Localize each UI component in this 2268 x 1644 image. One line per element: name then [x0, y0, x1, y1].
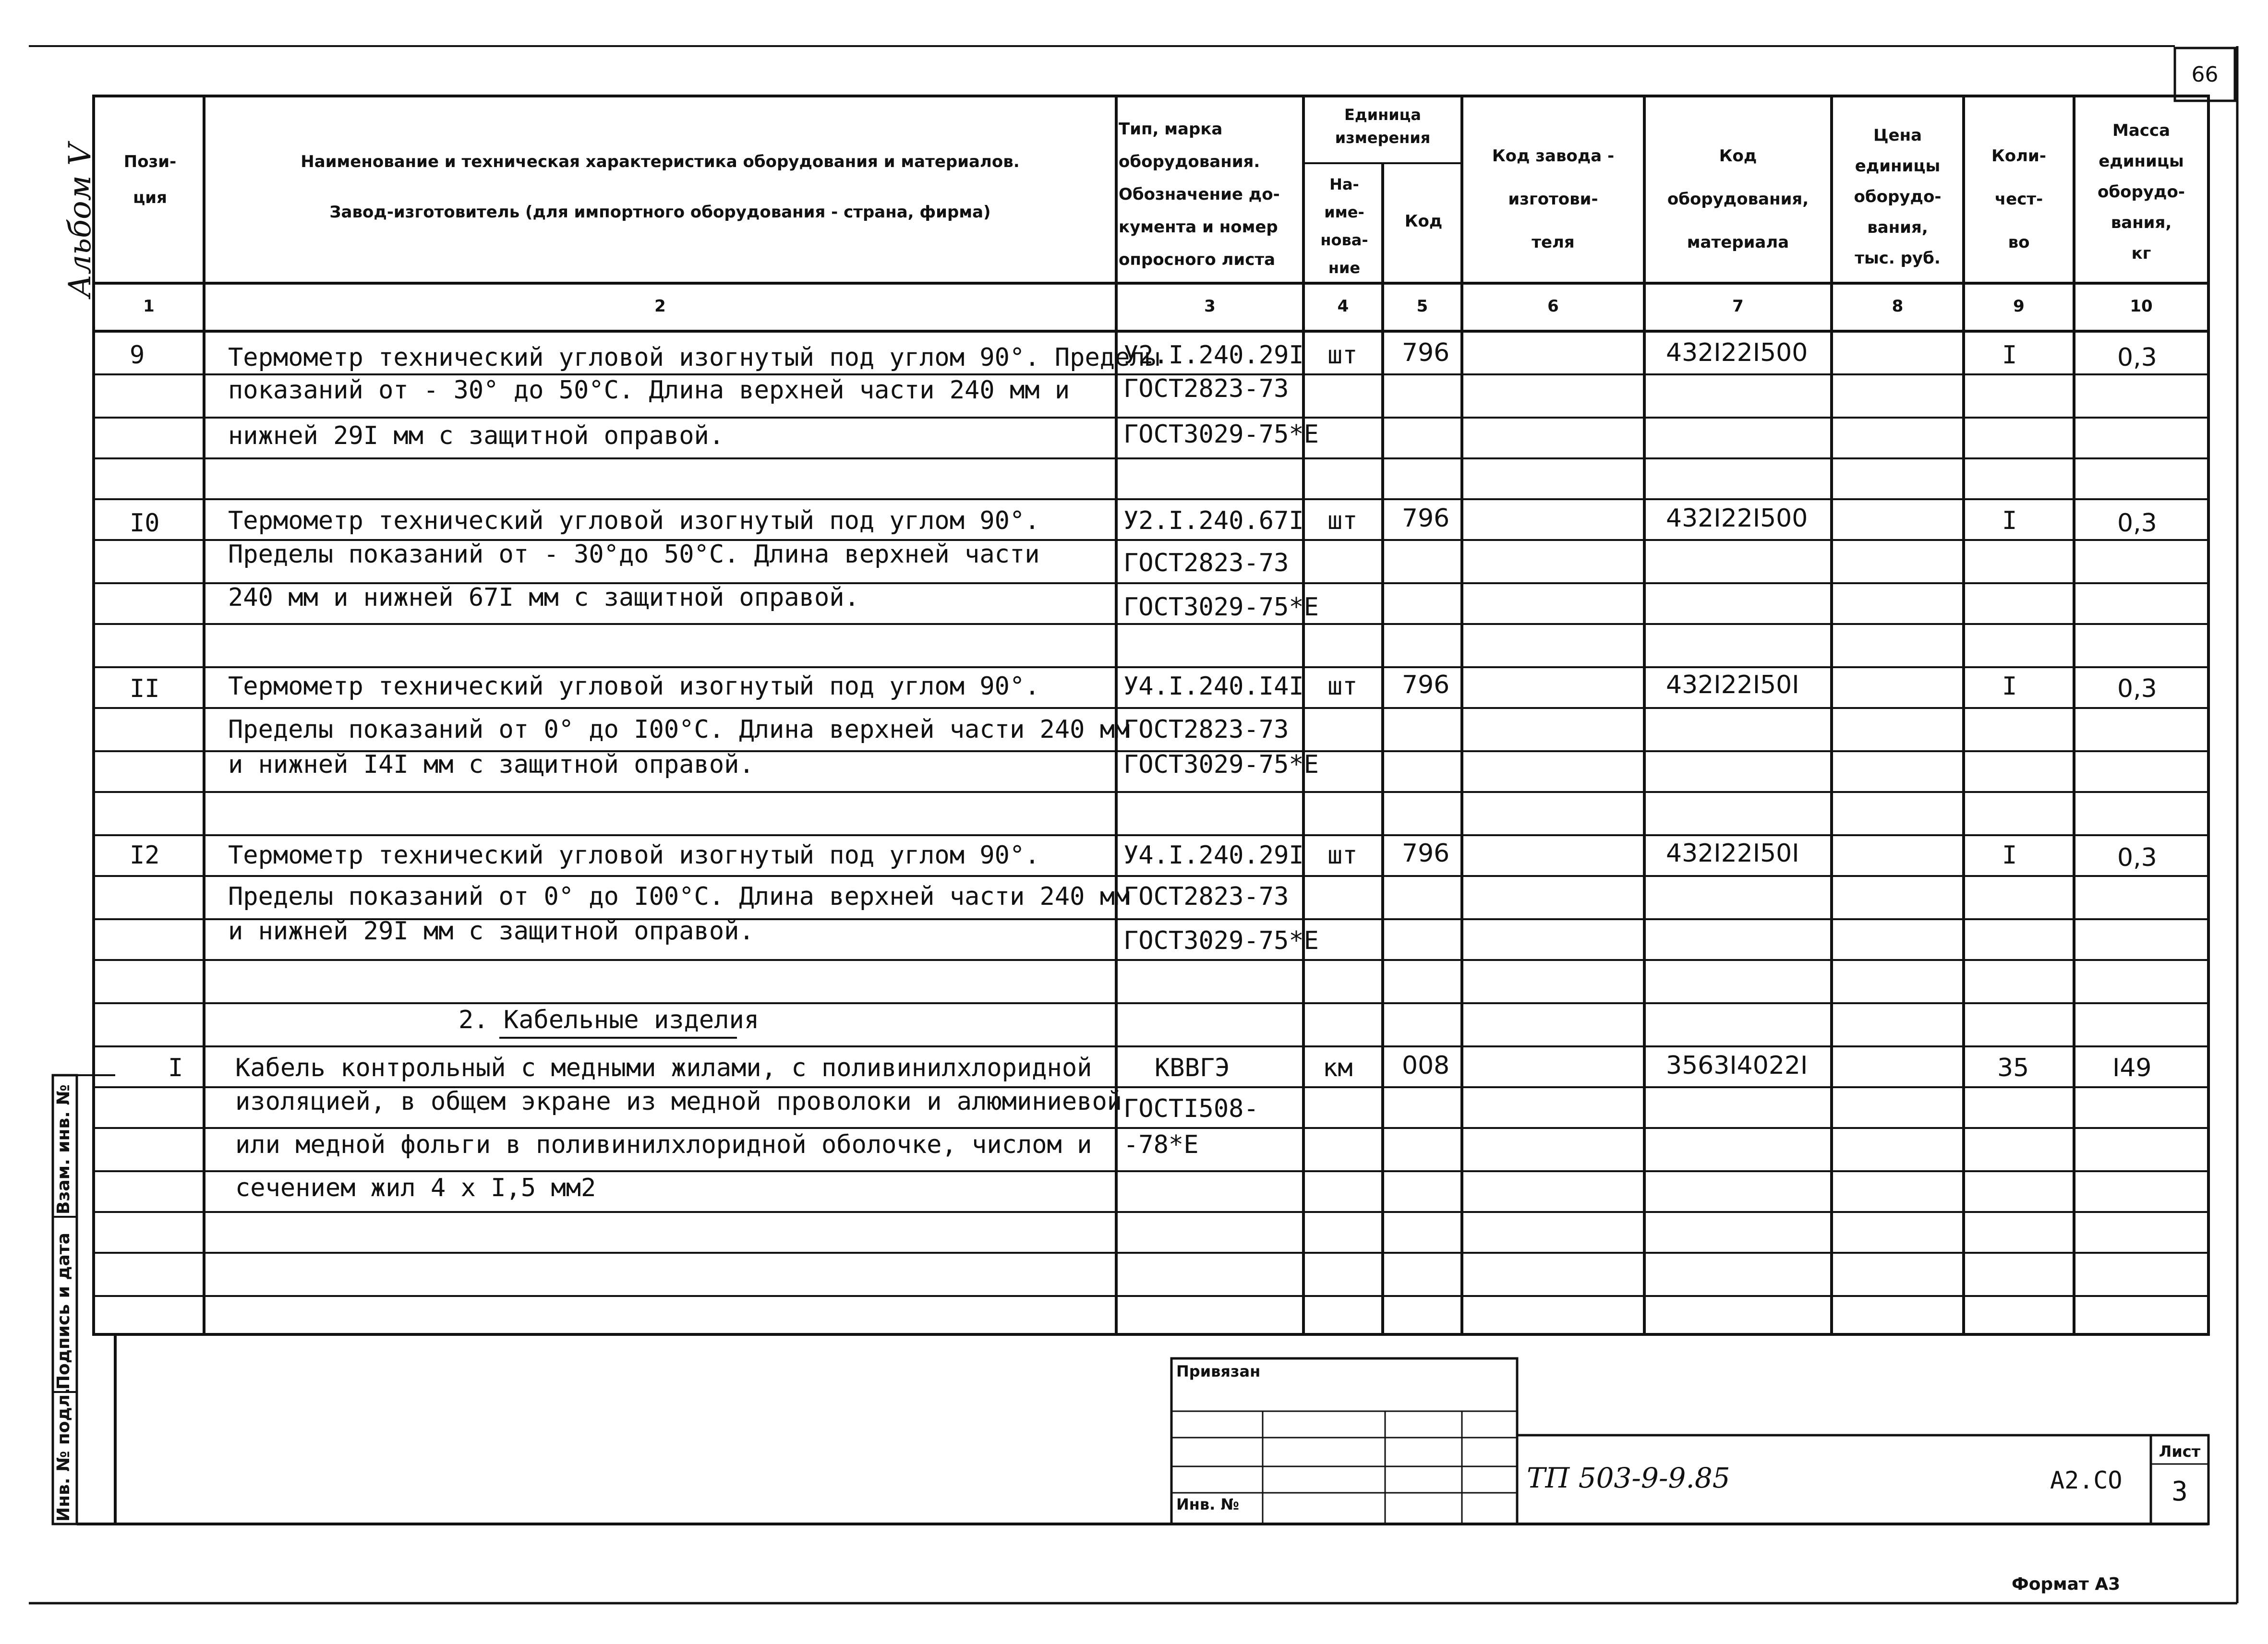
stamp-privyazan: Привязан	[1176, 1362, 1261, 1380]
page-number: 66	[2191, 62, 2219, 87]
item-text: нижней 29I мм с защитной оправой.	[228, 421, 724, 450]
header-price: Цена единицы оборудо- вания, тыс. руб.	[1854, 126, 1942, 268]
item-quantity: I	[2002, 841, 2017, 870]
item-text: Пределы показаний от - 30°до 50°C. Длина верхней части	[228, 540, 1040, 569]
col-number: 10	[2130, 297, 2153, 316]
item-unit: шт	[1327, 841, 1358, 870]
header-unit-name: На- име- нова- ние	[1320, 175, 1368, 277]
item-mass: 0,3	[2117, 843, 2157, 872]
item-doc: ГОСТ2823-73	[1123, 549, 1289, 577]
cable-doc: -78*Е	[1123, 1130, 1199, 1159]
col-number: 9	[2013, 297, 2025, 316]
col-number: 3	[1204, 297, 1216, 316]
item-doc: ГОСТ3029-75*Е	[1123, 420, 1319, 449]
item-quantity: I	[2002, 672, 2017, 701]
item-unit: шт	[1327, 672, 1358, 701]
cable-mass: I49	[2112, 1054, 2152, 1082]
section-title-underline	[499, 1037, 737, 1039]
header-mass: Масса единицы оборудо- вания, кг	[2098, 121, 2185, 263]
cable-text: или медной фольги в поливинилхлоридной оболочке, числом и	[235, 1130, 1092, 1159]
col-number: 1	[143, 297, 155, 316]
item-position: I0	[130, 509, 160, 538]
item-text: Пределы показаний от 0° до I00°C. Длина верхней части 240 мм	[228, 715, 1130, 744]
item-unit-code: 796	[1402, 839, 1450, 868]
item-doc: ГОСТ2823-73	[1123, 374, 1289, 403]
stamp-doc-code: ТП 503-9-9.85	[1527, 1462, 1730, 1494]
stamp-list-label: Лист	[2159, 1442, 2201, 1461]
item-doc: У4.I.240.I4I	[1123, 672, 1304, 701]
stamp-list-number: 3	[2171, 1476, 2188, 1507]
item-position: I2	[130, 841, 160, 870]
item-doc: ГОСТ3029-75*Е	[1123, 750, 1319, 779]
item-text: Пределы показаний от 0° до I00°C. Длина верхней части 240 мм	[228, 882, 1130, 911]
item-quantity: I	[2002, 506, 2017, 535]
item-position: 9	[130, 341, 145, 370]
cable-doc: ГОСТI508-	[1123, 1094, 1259, 1123]
cable-unit-code: 008	[1402, 1051, 1450, 1080]
item-mass: 0,3	[2117, 509, 2157, 538]
item-text: Термометр технический угловой изогнутый под углом 90°.	[228, 506, 1040, 535]
stamp-sheet-code: А2.СО	[2050, 1466, 2123, 1494]
item-unit: шт	[1327, 506, 1358, 535]
item-doc: ГОСТ3029-75*Е	[1123, 926, 1319, 955]
item-text: и нижней I4I мм с защитной оправой.	[228, 750, 754, 779]
item-doc: ГОСТ3029-75*Е	[1123, 593, 1319, 622]
cable-doc: КВВГЭ	[1155, 1054, 1230, 1082]
item-equipment-code: 432I22I50I	[1666, 839, 1799, 868]
side-label-original-inv: Инв. № подл.	[54, 1388, 73, 1522]
item-equipment-code: 432I22I500	[1666, 504, 1808, 533]
stamp-inv-no: Инв. №	[1176, 1495, 1239, 1513]
cable-text: Кабель контрольный с медными жилами, с поливинилхлоридной	[235, 1054, 1092, 1082]
item-text: Термометр технический угловой изогнутый под углом 90°.	[228, 672, 1040, 701]
col-number: 7	[1732, 297, 1744, 316]
header-unit-code: Код	[1404, 212, 1443, 231]
cable-position: I	[168, 1054, 183, 1082]
item-mass: 0,3	[2117, 343, 2157, 372]
item-text: и нижней 29I мм с защитной оправой.	[228, 917, 754, 946]
col-number: 5	[1416, 297, 1428, 316]
section-title: 2. Кабельные изделия	[458, 1006, 760, 1034]
item-unit-code: 796	[1402, 671, 1450, 699]
item-doc: У2.I.240.67I	[1123, 506, 1304, 535]
header-unit-group: Единица измерения	[1335, 106, 1431, 147]
side-label-replacement-inv: Взам. инв. №	[54, 1084, 73, 1214]
item-unit: шт	[1327, 341, 1358, 370]
header-quantity: Коли- чест- во	[1991, 146, 2046, 252]
item-quantity: I	[2002, 341, 2017, 370]
item-doc: У4.I.240.29I	[1123, 841, 1304, 870]
cable-equipment-code: 3563I4022I	[1666, 1051, 1808, 1080]
item-mass: 0,3	[2117, 674, 2157, 703]
item-unit-code: 796	[1402, 504, 1450, 533]
header-name: Наименование и техническая характеристика оборудования и материалов. Завод-изготовитель (для импортного оборудования - страна, фирма)	[301, 152, 1020, 222]
col-number: 2	[654, 297, 666, 316]
header-type: Тип, марка оборудования. Обозначение до- кумента и номер опросного листа	[1119, 120, 1280, 269]
header-equipment-code: Код оборудования, материала	[1667, 146, 1809, 252]
cable-unit: км	[1323, 1054, 1353, 1082]
cable-quantity: 35	[1997, 1054, 2029, 1082]
col-number: 4	[1337, 297, 1349, 316]
item-position: II	[130, 674, 160, 703]
item-doc: ГОСТ2823-73	[1123, 882, 1289, 911]
item-equipment-code: 432I22I50I	[1666, 671, 1799, 699]
item-text: показаний от - 30° до 50°C. Длина верхней части 240 мм и	[228, 376, 1070, 405]
col-number: 8	[1892, 297, 1904, 316]
album-label: Альбом V	[62, 143, 98, 298]
side-label-signature-date: Подпись и дата	[54, 1233, 73, 1390]
header-position: Пози- ция	[123, 152, 177, 207]
item-unit-code: 796	[1402, 338, 1450, 367]
col-number: 6	[1547, 297, 1559, 316]
format-label: Формат А3	[2012, 1574, 2121, 1594]
item-doc: У2.I.240.29I	[1123, 341, 1304, 370]
cable-text: изоляцией, в общем экране из медной проволоки и алюминиевой	[235, 1087, 1122, 1116]
item-doc: ГОСТ2823-73	[1123, 715, 1289, 744]
header-plant-code: Код завода - изготови- теля	[1492, 146, 1615, 252]
item-text: 240 мм и нижней 67I мм с защитной оправой.	[228, 583, 859, 612]
item-text: Термометр технический угловой изогнутый под углом 90°. Пределы	[228, 343, 1160, 372]
item-text: Термометр технический угловой изогнутый под углом 90°.	[228, 841, 1040, 870]
cable-text: сечением жил 4 х I,5 мм2	[235, 1174, 596, 1202]
item-equipment-code: 432I22I500	[1666, 338, 1808, 367]
